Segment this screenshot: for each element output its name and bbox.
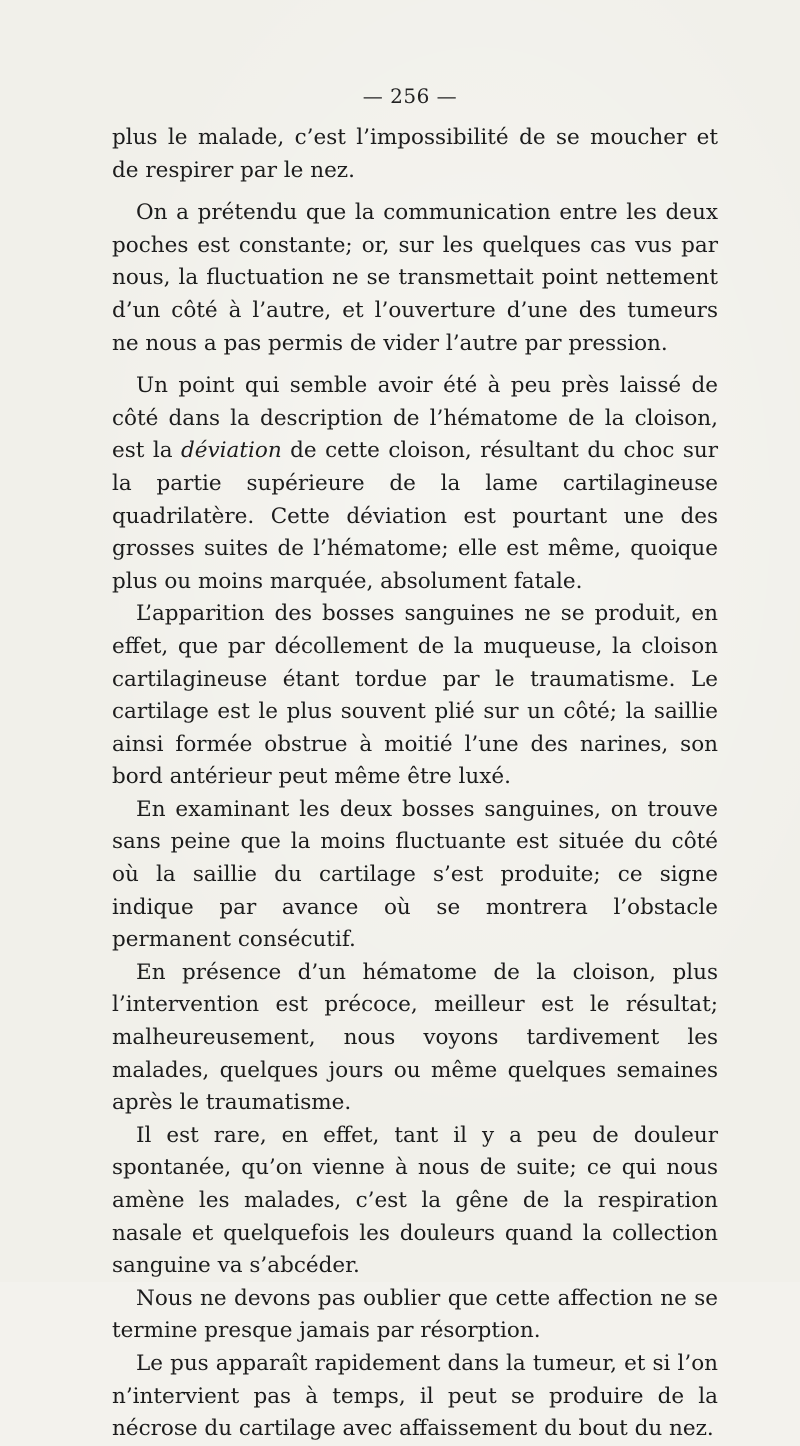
- paragraph-6: En présence d’un hématome de la cloison, plus l’intervention est précoce, meilleur est le résultat; malheureusement, nous voyons tardivement les malades, quelques jours ou même quelques semaines après le traumatisme.: [112, 959, 718, 1116]
- paragraph-3-start: Un point qui semble avoir été à peu près laissé de côté dans la description de l’hématome de la cloison, est la: [112, 373, 718, 464]
- italic-term: déviation: [181, 438, 282, 464]
- paragraph-7: Il est rare, en effet, tant il y a peu de douleur spontanée, qu’on vienne à nous de suite; ce qui nous amène les malades, c’est la gêne de la respiration nasale et quelquefois les douleurs quand la collection sanguine va s’abcéder.: [112, 1122, 718, 1279]
- paragraph-9: Le pus apparaît rapidement dans la tumeur, et si l’on n’intervient pas à temps, il peut se produire de la nécrose du cartilage avec affaissement du bout du nez.: [112, 1350, 718, 1442]
- paragraph-5: En examinant les deux bosses sanguines, on trouve sans peine que la moins fluctuante est située du côté où la saillie du cartilage s’est produite; ce signe indique par avance où se montrera l’obstacle permanent consécutif.: [112, 796, 718, 953]
- paragraph-2: On a prétendu que la communication entre les deux poches est constante; or, sur les quelques cas vus par nous, la fluctuation ne se transmettait point nettement d’un côté à l’autre, et l’ouverture d’une des tumeurs ne nous a pas permis de vider l’autre par pression.: [112, 200, 718, 356]
- paragraph-3: [112, 370, 718, 598]
- paragraph-1: plus le malade, c’est l’impossibilité de se moucher et de respirer par le nez.: [112, 125, 718, 183]
- page-number: — 256 —: [362, 84, 458, 108]
- paragraph-4: L’apparition des bosses sanguines ne se produit, en effet, que par décollement de la muqueuse, la cloison cartilagineuse étant tordue par le traumatisme. Le cartilage est le plus souvent plié sur un côté; la saillie ainsi formée obstrue à moitié l’une des narines, son bord antérieur peut même être luxé.: [112, 601, 718, 790]
- paragraph-8: Nous ne devons pas oublier que cette affection ne se termine presque jamais par résorption.: [112, 1285, 718, 1344]
- body-text: [112, 122, 718, 1446]
- paragraph-3-end: de cette cloison, résultant du choc sur la partie supérieure de la lame cartilagineuse quadrilatère. Cette déviation est pourtant une des grosses suites de l’hématome; elle est même, quoique plus ou moins marquée, absolument fatale.: [112, 438, 718, 594]
